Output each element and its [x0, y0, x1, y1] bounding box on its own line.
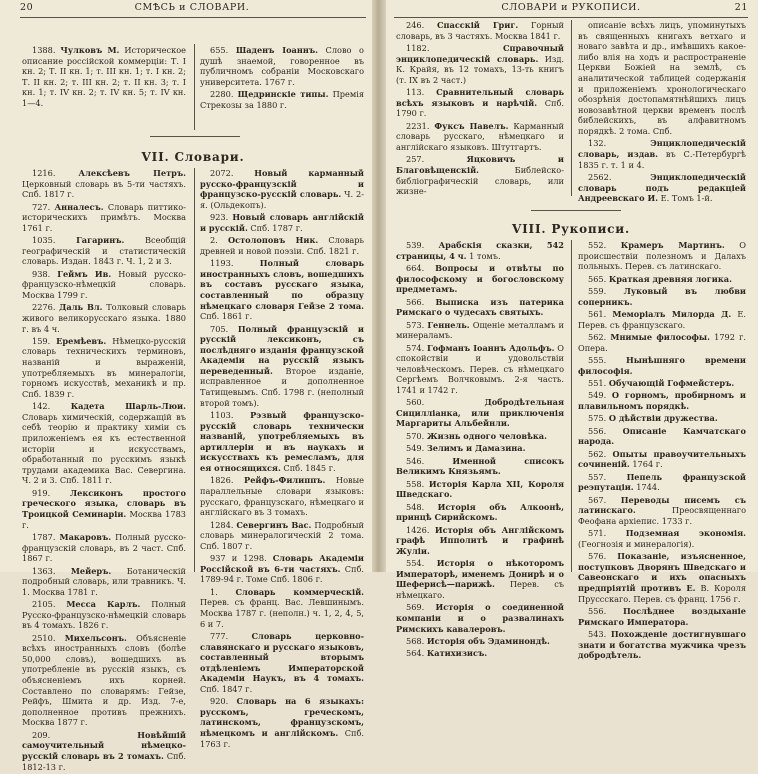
right-top-divider [571, 20, 572, 196]
left-column-divider [194, 168, 195, 572]
catalog-entry: 1363. Мейеръ. Ботаническій подробный словарь, или травникъ. Ч. 1. Москва 1781 г. [22, 565, 186, 597]
catalog-entry: 570. Жизнь одного человѣка. [406, 430, 547, 441]
catalog-entry: 655. Шаденъ Іоаннъ. Слово о душѣ знаемой, говоренное въ публичномъ собраніи Московскаго университета. 1767 г. [200, 45, 364, 87]
catalog-entry: 573. Геннель. Ощеніе металламъ и минераламъ. [396, 319, 564, 341]
catalog-entry: 567. Переводы писемъ съ латинскаго. Преосвященнаго Феофана архіепис. 1733 г. [578, 494, 746, 526]
catalog-entry: 562. Мнимые философы. 1792 г. Опера. [578, 331, 746, 353]
catalog-entry: 919. Лексиконъ простого греческого языка, словарь въ Троицкой Семинаріи. Москва 1783 г. [22, 487, 186, 530]
catalog-entry: 571. Подземная экономія. (Геогнозія и минералогія). [578, 528, 746, 549]
catalog-entry: 1193. Полный словарь иностранныхъ словъ, вошедшихъ въ составъ русскаго языка, составленный по образцу нѣмецкаго словаря Гейзе 2 тома. Спб. 1861 г. [200, 258, 364, 322]
catalog-entry: 561. Меморіалъ Милорда Д. Е. Перев. съ французскаго. [578, 308, 747, 330]
catalog-entry: 2510. Михельсонъ. Объясненіе всѣхъ иностранныхъ словъ (болѣе 50,000 словъ), вошедшихъ въ употребленіе въ русскій языкъ, съ объясненіемъ ихъ корней. Составлено по словарямъ: Гейзе, Рейфъ, Шмита и др. Изд. 7-е, дополненное противъ прежнихъ. Москва 1877 г. [22, 632, 186, 728]
left-top-column-1 [22, 45, 186, 110]
right-page [386, 0, 758, 661]
catalog-entry: 209. Новѣйшій самоучительный нѣмецко-русскій словарь въ 2 томахъ. Спб. 1812-13 г. [22, 729, 186, 772]
left-running-head [20, 2, 364, 16]
catalog-entry: 1426. Исторія объ Англійскомъ графѣ Ипполитѣ и графинѣ Жуліи. [396, 524, 564, 556]
catalog-entry: 1035. Гагаринъ. Всеобщій географическій и статистическій словарь. Издан. 1843 г. Ч. 1, 2 и 3. [22, 235, 186, 267]
book-gutter [372, 0, 386, 572]
catalog-entry: 551. Обучающій Гофмейстеръ. [588, 377, 735, 388]
catalog-entry: 2105. Месса Карлъ. Полный Русско-французско-нѣмецкій словарь въ 4 томахъ. 1826 г. [22, 599, 187, 631]
section-title-manuscripts: VIII. Рукописи. [512, 222, 630, 236]
catalog-entry: 937 и 1298. Словарь Академіи Россійской въ 6-ти частяхъ. Спб. 1789-94 г. Томе Спб. 1806 г. [200, 553, 364, 585]
catalog-entry: 548. Исторія объ Алкоонѣ, принцѣ Сирийскомъ. [396, 501, 564, 523]
catalog-entry: 1103. Рэзвый французско-русскій словарь технически названій, употребляемыхъ въ артиллеріи и въ наукахъ и искусствахъ къ ремесламъ, для ея относящихся. Спб. 1845 г. [200, 410, 364, 474]
catalog-entry: 556. Послѣднее воздыханіе Римскаго Императора. [578, 605, 746, 627]
catalog-entry: 576. Показаніе, изъясненное, поступковъ Дворянъ Шведскаго и Савеонскаго и ихъ опасныхъ предпріятій противъ Е. В. Короля Пруссскаго. Перев. съ франц. 1756 г. [578, 551, 746, 604]
page-title-right: СЛОВАРИ и РУКОПИСИ. [501, 2, 641, 13]
catalog-entry: 555. Нынѣшняго времени философія. [578, 354, 746, 376]
catalog-entry: описаніе всѣхъ лицъ, упоминутыхъ въ священныхъ книгахъ ветхаго и новаго завѣта и др., имѣвшихъ какое-либо влія на ходъ и распространеніе Церкви Божіей на землѣ, съ аналитической таблицей содержанія и приложеніемъ хронологическаго обозрѣнія достопамятнѣйшихъ лицъ новозавѣтной церкви временъ послѣ библейскихъ, въ алфавитномъ порядкѣ. 2 тома. Спб. [578, 20, 746, 136]
catalog-entry: 549. Зелимъ и Дамазина. [406, 443, 526, 454]
right-column-2 [578, 240, 746, 663]
catalog-entry: 575. О дѣйствіи дружества. [588, 413, 718, 424]
catalog-entry: 113. Сравнительный словарь всѣхъ языковъ и нарѣчій. Спб. 1790 г. [396, 87, 564, 119]
left-page [0, 0, 372, 772]
catalog-entry: 554. Исторія о нѣкоторомъ Императорѣ, именемъ Донирѣ и о Шеферисѣ—парижѣ. Перев. съ нѣмецкаго. [396, 558, 564, 600]
catalog-entry: 556. Описаніе Камчатскаго народа. [578, 425, 746, 447]
catalog-entry: 923. Новый словарь англійскій и русскій. Спб. 1787 г. [200, 212, 364, 233]
catalog-entry: 664. Вопросы и отвѣты по философскому и богословскому предметамъ. [396, 262, 564, 295]
catalog-entry: 2072. Новый карманный русско-французскій и французско-русскій словарь. Ч. 2-я. (Ольдекопъ). [200, 168, 364, 210]
catalog-entry: 2562. Энциклопедическій словарь подъ редакціей Андреевскаго И. Е. Томъ 1-й. [578, 171, 746, 204]
catalog-entry: 562. Опыты правоучительныхъ сочиненій. 1764 г. [578, 448, 746, 470]
catalog-entry: 705. Полный французскій и русскій лексиконъ, съ послѣдняго изданія французской Академіи на русскій языкъ переведенный. Второе изданіе, исправленное и дополненное Татищевымъ. Спб. 1798 г. (неполный второй томъ). [200, 323, 364, 408]
catalog-entry: 257. Яцковичъ и Благовѣщенскій. Библейско-библіографическій словарь, или жизне- [396, 154, 564, 197]
catalog-entry: 546. Именной списокъ Великимъ Князьямъ. [396, 455, 564, 477]
header-rule-left [20, 17, 366, 18]
catalog-entry: 727. Анналесъ. Словарь питтико-историческихъ примѣтъ. Москва 1761 г. [22, 201, 186, 233]
catalog-entry: 132. Энциклопедическій словарь, издав. въ С.-Петербургѣ 1835 г. т. 1 и 4. [578, 138, 746, 170]
catalog-entry: 2276. Даль Вл. Толковый словарь живого великорусскаго языка. 1880 г. въ 4 ч. [22, 302, 186, 334]
right-running-head [394, 2, 748, 16]
catalog-entry: 2. Остолоповъ Ник. Словарь древней и новой поэзіи. Спб. 1821 г. [200, 235, 365, 256]
catalog-entry: 549. О горномъ, пробирномъ и плавильномъ порядкѣ. [578, 390, 746, 411]
right-column-1 [396, 240, 564, 661]
catalog-entry: 142. Кадета Шарль-Люи. Словарь химическій, содержащій въ себѣ теорію и практику химіи съ приложеніемъ ея къ естественной исторіи и искусствамъ, обработанный по русскимъ языкѣ трудами академика Вас. Севергина. Ч. 2 и 3. Спб. 1811 г. [22, 401, 186, 486]
catalog-entry: 1388. Чулковъ М. Историческое описание россійской коммерціи: Т. І кн. 2; Т. ІІ кн. 1; т. ІІІ кн. 1; т. І кн. 2; Т. ІІ кн. 2; т. ІІІ кн. 2; т. ІІ кн. 3; т. І кн. 1; т. ІV кн. 2; т. IV кн. 5; т. IV кн. 1—4. [22, 45, 186, 108]
right-top-column-1 [396, 20, 564, 198]
catalog-entry: 539. Арабскія сказки, 542 страницы, 4 ч. 1 томъ. [396, 240, 564, 261]
section-title-dictionaries: VII. Словари. [141, 150, 245, 164]
left-top-column-2 [200, 45, 364, 112]
catalog-entry: 246. Спасскій Григ. Горный словарь, въ 3 частяхъ. Москва 1841 г. [396, 20, 564, 41]
right-top-column-2 [578, 20, 746, 205]
catalog-entry: 2280. Щедринскіе типы. Премія Стрекозы за 1880 г. [200, 89, 365, 110]
catalog-entry: 920. Словарь на 6 языкахъ: русскомъ, греческомъ, латинскомъ, французскомъ, нѣмецкомъ и англійскомъ. Спб. 1763 г. [200, 696, 364, 749]
page-title-left: СМѢСЬ и СЛОВАРИ. [134, 2, 250, 13]
catalog-entry: 564. Катихизисъ. [406, 648, 488, 659]
left-column-2 [200, 168, 364, 751]
page-number-left: 20 [20, 2, 34, 13]
catalog-entry: 777. Словарь церковно-славянскаго и русскаго языковъ, составленный вторымъ отдѣленіемъ Императорской Академіи Наукъ, въ 4 томахъ. Спб. 1847 г. [200, 630, 364, 694]
catalog-entry: 558. Исторія Карла XII, Короля Шведскаго. [396, 478, 564, 500]
catalog-entry: 543. Похожденіе достигнувшаго знати и богатства мужчика чрезъ добродѣтель. [578, 628, 746, 661]
catalog-entry: 159. Еремѣевъ. Нѣмецко-русскій словарь техническихъ терминовъ, названій и выраженій, употребляемыхъ въ минералогіи, горномъ искусствѣ, механикѣ и пр. Спб. 1839 г. [22, 335, 186, 399]
catalog-entry: 1. Словарь коммерческій. Перев. съ франц. Вас. Левшинымъ. Москва 1787 г. (неполн.) ч. 1, 2, 4, 5, 6 и 7. [200, 586, 364, 629]
catalog-entry: 568. Исторія объ Эдаминондѣ. [406, 635, 550, 646]
catalog-entry: 565. Краткая древняя логика. [588, 273, 732, 284]
left-top-divider [194, 44, 195, 130]
right-section-rule [531, 210, 621, 211]
catalog-entry: 1787. Макаровъ. Полный русско-французскій словарь, въ 2 част. Спб. 1867 г. [22, 531, 186, 564]
header-rule-right [394, 17, 748, 18]
catalog-entry: 1284. Севергинъ Вас. Подробный словарь минералогическій 2 тома. Спб. 1807 г. [200, 519, 364, 551]
catalog-entry: 2231. Фуксъ Павелъ. Карманный словарь русскаго, нѣмецкаго и англійскаго языковъ. Штутгартъ. [396, 120, 565, 152]
page-number-right: 21 [734, 2, 748, 13]
catalog-entry: 938. Геймъ Ив. Новый русско-французско-нѣмецкій словарь. Москва 1799 г. [22, 268, 187, 300]
catalog-entry: 557. Пепель французской реэпутаціи. 1744. [578, 471, 746, 493]
left-section-rule [150, 136, 240, 137]
catalog-entry: 1216. Алексѣевъ Петръ. Церковный словарь въ 5-ти частяхъ. Спб. 1817 г. [22, 168, 186, 200]
left-column-1 [22, 168, 186, 774]
catalog-entry: 1826. Рейфъ-Филиппъ. Новые параллельные словари языковъ: русскаго, французскаго, нѣмецкаго и англійскаго въ 3 томахъ. [200, 475, 364, 518]
catalog-entry: 569. Исторія о соединенной компаніи и о развалинахъ Римскихъ кавалеровъ. [396, 602, 564, 634]
catalog-entry: 574. Гофманъ Іоаннъ Адольфъ. О спокойствіи и удовольствіи человѣческомъ. Перев. съ нѣмецкаго Сергѣемъ Волчковымъ. 2-я часть. 1741 и 1742 г. [396, 342, 564, 395]
catalog-entry: 552. Крамеръ Мартинъ. О происшествіи полезномъ и Далахъ польныхъ. Перев. съ латинскаго. [578, 240, 746, 272]
catalog-entry: 566. Выписка изъ патерика Римскаго о чудесахъ святыхъ. [396, 296, 564, 318]
catalog-entry: 560. Добродѣтельная Сицилліанка, или приключенія Маргариты Альбейнли. [396, 397, 564, 429]
catalog-entry: 559. Луковый въ любви соперникъ. [578, 285, 746, 307]
right-column-divider [571, 240, 572, 572]
catalog-entry: 1182. Справочный энциклопедическій словарь. Изд. К. Крайя, въ 12 томахъ, 13-ть книгъ (т. IX въ 2 част.) [396, 42, 564, 85]
